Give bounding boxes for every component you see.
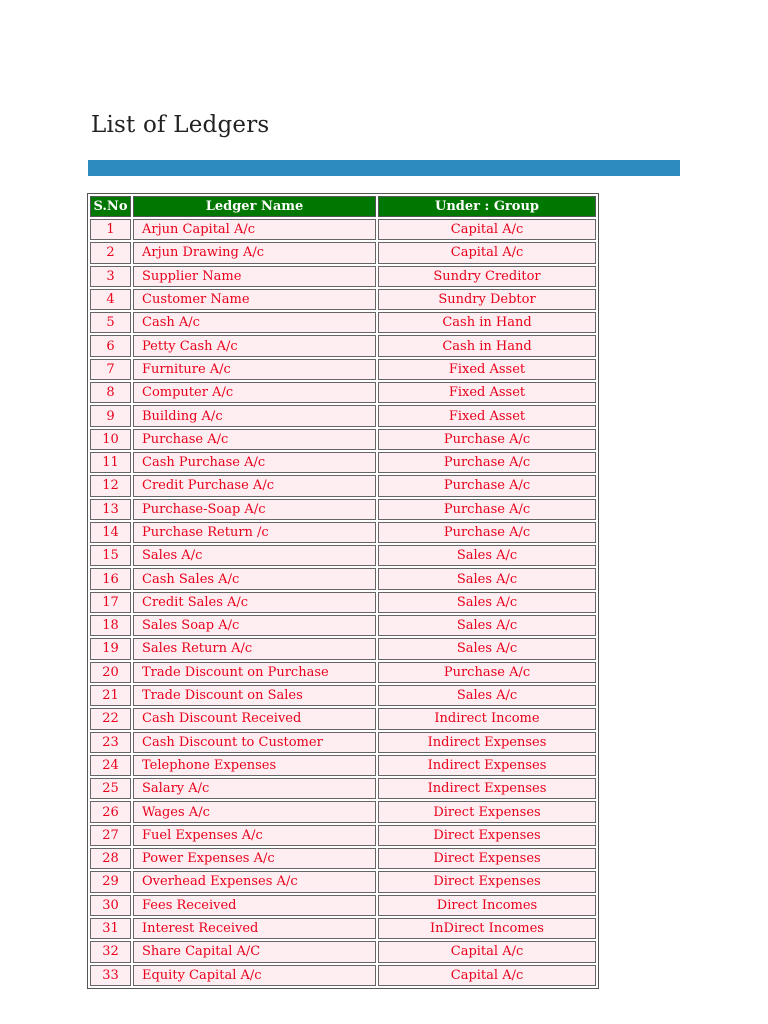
table-row bbox=[90, 452, 596, 473]
table-row bbox=[90, 638, 596, 659]
row-sno: 15 bbox=[90, 545, 131, 566]
row-under-group: Cash in Hand bbox=[378, 312, 596, 333]
row-sno: 1 bbox=[90, 219, 131, 240]
row-ledger-name: Sales Return A/c bbox=[133, 638, 376, 659]
row-under-group: Sales A/c bbox=[378, 568, 596, 589]
row-ledger-name: Cash Discount to Customer bbox=[133, 732, 376, 753]
table-row bbox=[90, 219, 596, 240]
row-ledger-name: Share Capital A/C bbox=[133, 941, 376, 962]
row-sno: 3 bbox=[90, 266, 131, 287]
row-under-group: Sales A/c bbox=[378, 592, 596, 613]
row-ledger-name: Interest Received bbox=[133, 918, 376, 939]
row-under-group: Purchase A/c bbox=[378, 475, 596, 496]
row-sno: 12 bbox=[90, 475, 131, 496]
row-sno: 27 bbox=[90, 825, 131, 846]
table-row bbox=[90, 965, 596, 986]
row-under-group: Sundry Creditor bbox=[378, 266, 596, 287]
table-row bbox=[90, 825, 596, 846]
table-row bbox=[90, 522, 596, 543]
row-sno: 21 bbox=[90, 685, 131, 706]
row-ledger-name: Wages A/c bbox=[133, 801, 376, 822]
row-under-group: InDirect Incomes bbox=[378, 918, 596, 939]
row-ledger-name: Telephone Expenses bbox=[133, 755, 376, 776]
row-ledger-name: Purchase-Soap A/c bbox=[133, 499, 376, 520]
row-ledger-name: Arjun Drawing A/c bbox=[133, 242, 376, 263]
page-title: List of Ledgers bbox=[91, 112, 270, 138]
table-row bbox=[90, 755, 596, 776]
row-ledger-name: Purchase A/c bbox=[133, 429, 376, 450]
row-sno: 17 bbox=[90, 592, 131, 613]
row-under-group: Fixed Asset bbox=[378, 405, 596, 426]
row-under-group: Purchase A/c bbox=[378, 499, 596, 520]
row-ledger-name: Power Expenses A/c bbox=[133, 848, 376, 869]
table-row bbox=[90, 592, 596, 613]
row-sno: 9 bbox=[90, 405, 131, 426]
row-ledger-name: Cash Purchase A/c bbox=[133, 452, 376, 473]
table-row bbox=[90, 568, 596, 589]
table-row bbox=[90, 312, 596, 333]
row-sno: 5 bbox=[90, 312, 131, 333]
row-under-group: Direct Expenses bbox=[378, 848, 596, 869]
row-ledger-name: Customer Name bbox=[133, 289, 376, 310]
table-row bbox=[90, 848, 596, 869]
row-sno: 33 bbox=[90, 965, 131, 986]
table-row bbox=[90, 359, 596, 380]
row-sno: 26 bbox=[90, 801, 131, 822]
row-under-group: Direct Expenses bbox=[378, 801, 596, 822]
row-under-group: Direct Expenses bbox=[378, 871, 596, 892]
row-ledger-name: Equity Capital A/c bbox=[133, 965, 376, 986]
row-under-group: Indirect Expenses bbox=[378, 778, 596, 799]
table-row bbox=[90, 242, 596, 263]
row-sno: 32 bbox=[90, 941, 131, 962]
row-ledger-name: Building A/c bbox=[133, 405, 376, 426]
row-ledger-name: Cash Sales A/c bbox=[133, 568, 376, 589]
row-ledger-name: Purchase Return /c bbox=[133, 522, 376, 543]
table-row bbox=[90, 871, 596, 892]
row-under-group: Capital A/c bbox=[378, 219, 596, 240]
row-under-group: Sales A/c bbox=[378, 685, 596, 706]
row-under-group: Direct Expenses bbox=[378, 825, 596, 846]
table-row bbox=[90, 685, 596, 706]
table-header-row bbox=[90, 196, 596, 217]
row-ledger-name: Sales A/c bbox=[133, 545, 376, 566]
row-sno: 13 bbox=[90, 499, 131, 520]
row-sno: 16 bbox=[90, 568, 131, 589]
table-row bbox=[90, 708, 596, 729]
table-row bbox=[90, 895, 596, 916]
row-ledger-name: Credit Purchase A/c bbox=[133, 475, 376, 496]
row-under-group: Purchase A/c bbox=[378, 429, 596, 450]
row-ledger-name: Computer A/c bbox=[133, 382, 376, 403]
row-sno: 23 bbox=[90, 732, 131, 753]
table-row bbox=[90, 662, 596, 683]
row-sno: 10 bbox=[90, 429, 131, 450]
row-sno: 20 bbox=[90, 662, 131, 683]
table-body bbox=[90, 219, 596, 986]
row-ledger-name: Furniture A/c bbox=[133, 359, 376, 380]
table-row bbox=[90, 289, 596, 310]
table-row bbox=[90, 732, 596, 753]
row-ledger-name: Salary A/c bbox=[133, 778, 376, 799]
row-under-group: Capital A/c bbox=[378, 965, 596, 986]
row-under-group: Fixed Asset bbox=[378, 382, 596, 403]
row-under-group: Capital A/c bbox=[378, 242, 596, 263]
row-under-group: Purchase A/c bbox=[378, 522, 596, 543]
row-ledger-name: Fees Received bbox=[133, 895, 376, 916]
table-row bbox=[90, 615, 596, 636]
table-row bbox=[90, 801, 596, 822]
table-row bbox=[90, 499, 596, 520]
row-under-group: Sales A/c bbox=[378, 545, 596, 566]
ledger-table-container bbox=[87, 193, 599, 989]
row-sno: 6 bbox=[90, 335, 131, 356]
table-row bbox=[90, 918, 596, 939]
row-ledger-name: Cash Discount Received bbox=[133, 708, 376, 729]
row-sno: 11 bbox=[90, 452, 131, 473]
header-ledger-name: Ledger Name bbox=[133, 196, 376, 217]
row-ledger-name: Fuel Expenses A/c bbox=[133, 825, 376, 846]
ledger-table bbox=[88, 194, 598, 988]
table-row bbox=[90, 475, 596, 496]
row-under-group: Cash in Hand bbox=[378, 335, 596, 356]
row-ledger-name: Supplier Name bbox=[133, 266, 376, 287]
row-sno: 2 bbox=[90, 242, 131, 263]
row-under-group: Purchase A/c bbox=[378, 662, 596, 683]
row-under-group: Indirect Income bbox=[378, 708, 596, 729]
row-sno: 29 bbox=[90, 871, 131, 892]
table-row bbox=[90, 941, 596, 962]
header-sno: S.No bbox=[90, 196, 131, 217]
row-sno: 28 bbox=[90, 848, 131, 869]
table-row bbox=[90, 545, 596, 566]
row-under-group: Direct Incomes bbox=[378, 895, 596, 916]
row-sno: 30 bbox=[90, 895, 131, 916]
row-ledger-name: Trade Discount on Sales bbox=[133, 685, 376, 706]
row-ledger-name: Overhead Expenses A/c bbox=[133, 871, 376, 892]
row-under-group: Capital A/c bbox=[378, 941, 596, 962]
row-under-group: Sundry Debtor bbox=[378, 289, 596, 310]
table-row bbox=[90, 778, 596, 799]
row-under-group: Indirect Expenses bbox=[378, 732, 596, 753]
table-row bbox=[90, 405, 596, 426]
row-ledger-name: Trade Discount on Purchase bbox=[133, 662, 376, 683]
row-sno: 22 bbox=[90, 708, 131, 729]
row-sno: 4 bbox=[90, 289, 131, 310]
row-under-group: Indirect Expenses bbox=[378, 755, 596, 776]
row-ledger-name: Arjun Capital A/c bbox=[133, 219, 376, 240]
table-row bbox=[90, 429, 596, 450]
row-sno: 14 bbox=[90, 522, 131, 543]
row-under-group: Sales A/c bbox=[378, 615, 596, 636]
accent-bar bbox=[88, 160, 680, 176]
header-under-group: Under : Group bbox=[378, 196, 596, 217]
table-row bbox=[90, 266, 596, 287]
row-under-group: Purchase A/c bbox=[378, 452, 596, 473]
table-row bbox=[90, 382, 596, 403]
row-sno: 31 bbox=[90, 918, 131, 939]
row-sno: 25 bbox=[90, 778, 131, 799]
row-ledger-name: Credit Sales A/c bbox=[133, 592, 376, 613]
row-under-group: Sales A/c bbox=[378, 638, 596, 659]
row-sno: 24 bbox=[90, 755, 131, 776]
table-row bbox=[90, 335, 596, 356]
row-ledger-name: Petty Cash A/c bbox=[133, 335, 376, 356]
row-sno: 8 bbox=[90, 382, 131, 403]
row-sno: 19 bbox=[90, 638, 131, 659]
row-ledger-name: Cash A/c bbox=[133, 312, 376, 333]
row-sno: 7 bbox=[90, 359, 131, 380]
row-ledger-name: Sales Soap A/c bbox=[133, 615, 376, 636]
row-under-group: Fixed Asset bbox=[378, 359, 596, 380]
row-sno: 18 bbox=[90, 615, 131, 636]
